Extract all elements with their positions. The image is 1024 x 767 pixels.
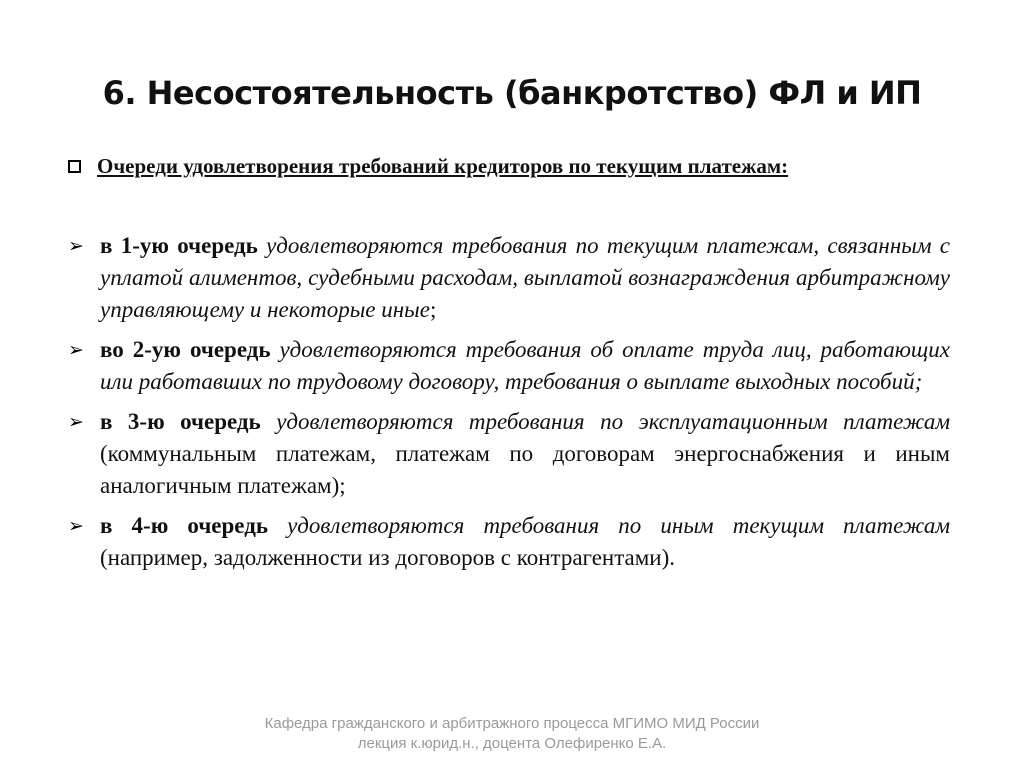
list-item [68, 510, 950, 574]
queue-note: (коммунальным платежам, платежам по договорам энергоснабжения и иным аналогичным платежам); [100, 441, 950, 498]
list-item [68, 406, 950, 502]
footer-department: Кафедра гражданского и арбитражного процесса МГИМО МИД России [264, 715, 760, 732]
slide-title: 6. Несостоятельность (банкротство) ФЛ и ИП [102, 74, 922, 112]
queue-label: в 1-ую очередь [100, 233, 258, 258]
arrowhead-bullet-icon: ➢ [68, 339, 84, 361]
checkbox-square-icon [68, 160, 81, 173]
list-item-text [100, 406, 950, 502]
queue-note: (например, задолженности из договоров с контрагентами). [100, 545, 676, 570]
arrowhead-bullet-icon: ➢ [68, 235, 84, 257]
slide-footer [0, 714, 1024, 754]
arrowhead-bullet-icon: ➢ [68, 411, 84, 433]
queue-description: удовлетворяются требования по эксплуатационным платежам [276, 409, 951, 434]
list-item [68, 230, 950, 326]
section-heading [68, 154, 958, 179]
list-item [68, 334, 950, 398]
arrowhead-bullet-icon: ➢ [68, 515, 84, 537]
queue-note: ; [429, 297, 437, 322]
footer-lecturer: лекция к.юрид.н., доцента Олефиренко Е.А. [357, 735, 667, 752]
queue-description: удовлетворяются требования об оплате труда лиц, работающих или работавших по трудовому договору, требования о выплате выходных пособий; [100, 337, 951, 394]
list-item-text [100, 334, 950, 398]
list-item-text [100, 510, 950, 574]
queue-label: в 3-ю очередь [100, 409, 261, 434]
queue-label: во 2-ую очередь [100, 337, 271, 362]
list-item-text [100, 230, 950, 326]
queue-description: удовлетворяются требования по иным текущим платежам [287, 513, 950, 538]
queue-description: удовлетворяются требования по текущим платежам, связанным с уплатой алиментов, судебными расходам, выплатой вознаграждения арбитражному управляющему и некоторые иные [100, 233, 951, 322]
section-heading-text: Очереди удовлетворения требований кредиторов по текущим платежам: [97, 154, 789, 178]
queue-label: в 4-ю очередь [100, 513, 268, 538]
queue-list [68, 230, 950, 582]
